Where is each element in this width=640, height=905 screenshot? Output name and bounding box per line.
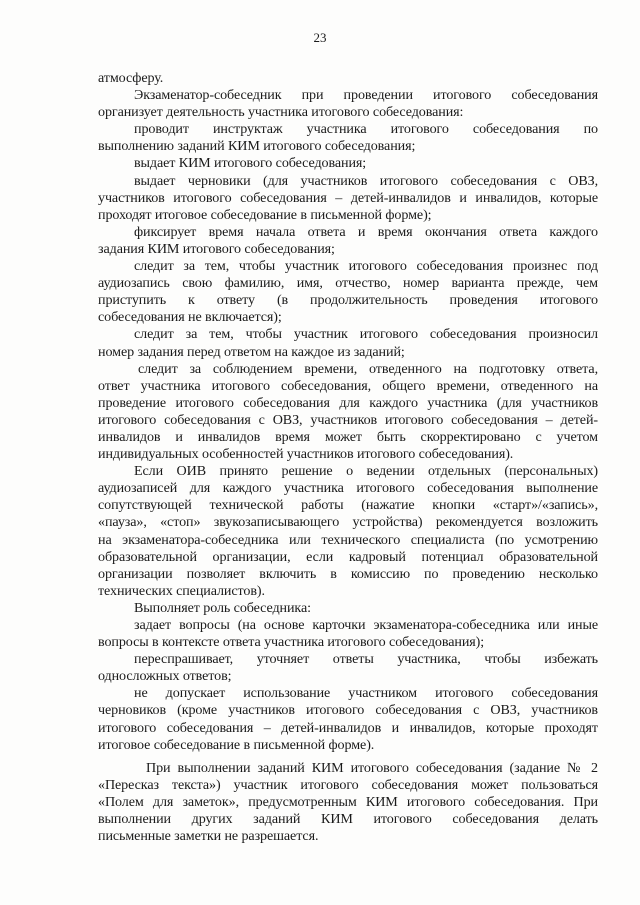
text-line: не допускает использование участником итогового собеседования	[134, 685, 598, 702]
paragraph	[98, 463, 598, 600]
text-line: технических специалистов).	[98, 582, 265, 599]
text-line: выполнении других заданий КИМ итогового собеседования делать	[98, 811, 598, 828]
text-line: выполнению заданий КИМ итогового собеседования;	[98, 138, 416, 155]
paragraph	[98, 121, 598, 155]
text-line: проводит инструктаж участника итогового собеседования по	[134, 121, 598, 138]
text-line: организации позволяет включить в комиссию по проведению несколько	[98, 565, 598, 582]
text-line: номер задания перед ответом на каждое из заданий;	[98, 343, 405, 360]
paragraph	[98, 600, 598, 617]
paragraph	[98, 326, 598, 360]
text-line: Выполняет роль собеседника:	[134, 599, 311, 616]
text-line: следит за тем, чтобы участник итогового собеседования произносил	[134, 326, 598, 343]
text-line: черновиков (кроме участников итогового собеседования с ОВЗ, участников	[98, 702, 598, 719]
text-line: переспрашивает, уточняет ответы участника, чтобы избежать	[134, 651, 598, 668]
paragraph	[98, 70, 598, 87]
paragraph	[98, 87, 598, 121]
text-line: Если ОИВ принято решение о ведении отдельных (персональных)	[134, 463, 598, 480]
text-line: фиксирует время начала ответа и время окончания ответа каждого	[134, 223, 598, 240]
paragraph	[98, 651, 598, 685]
paragraph	[98, 173, 598, 224]
page-number: 23	[313, 30, 327, 45]
text-line: следит за соблюдением времени, отведенного на подготовку ответа,	[138, 360, 598, 377]
text-line: выдает черновики (для участников итогового собеседования с ОВЗ,	[134, 172, 598, 189]
text-line: итоговое собеседование в письменной форме).	[98, 736, 375, 753]
paragraph	[98, 155, 598, 172]
text-line: участников итогового собеседования – детей-инвалидов и инвалидов, которые	[98, 189, 598, 206]
text-line: Экзаменатор-собеседник при проведении итогового собеседования	[134, 87, 598, 104]
text-line: проходят итоговое собеседование в письменной форме);	[98, 206, 432, 223]
text-line: задает вопросы (на основе карточки экзаменатора-собеседника или иные	[134, 617, 598, 633]
text-line: организует деятельность участника итогового собеседования:	[98, 104, 464, 121]
text-line: сопутствующей технической работы (нажатие кнопки «старт»/«запись»,	[98, 497, 598, 514]
paragraph	[98, 760, 598, 845]
text-line: письменные заметки не разрешается.	[98, 828, 319, 845]
text-line: «Пересказ текста») участник итогового собеседования может пользоваться	[98, 776, 598, 793]
text-line: инвалидов и инвалидов время может быть скорректировано с учетом	[98, 428, 598, 445]
text-line: вопросы в контексте ответа участника итогового собеседования);	[98, 634, 485, 651]
paragraph	[98, 258, 598, 326]
text-line: задания КИМ итогового собеседования;	[98, 240, 335, 257]
text-line: образовательной организации, если кадровый потенциал образовательной	[98, 548, 598, 565]
paragraph	[98, 617, 598, 651]
text-line: собеседования не включается);	[98, 309, 282, 326]
text-line: выдает КИМ итогового собеседования;	[134, 155, 367, 172]
text-line: следит за тем, чтобы участник итогового собеседования произнес под	[134, 258, 598, 275]
text-line: «Полем для заметок», предусмотренным КИМ итогового собеседования. При	[98, 793, 598, 810]
paragraph	[98, 224, 598, 258]
text-line: «пауза», «стоп» звукозаписывающего устройства) рекомендуется возложить	[98, 514, 598, 531]
text-line: При выполнении заданий КИМ итогового собеседования (задание № 2	[146, 759, 598, 776]
text-line: итогового собеседования – детей-инвалидов и инвалидов, которые проходят	[98, 719, 598, 736]
text-line: на экзаменатора-собеседника или технического специалиста (по усмотрению	[98, 531, 598, 548]
paragraph	[98, 685, 598, 753]
text-line: аудиозапись свою фамилию, имя, отчество, номер варианта прежде, чем	[98, 275, 598, 292]
text-line: проведение итогового собеседования для каждого участника (для участников	[98, 394, 598, 411]
text-line: итогового собеседования с ОВЗ, участников итогового собеседования – детей-	[98, 411, 598, 428]
text-line: атмосферу.	[98, 70, 164, 86]
text-line: приступить к ответу (в продолжительность проведения итогового	[98, 292, 598, 309]
text-line: односложных ответов;	[98, 668, 232, 685]
paragraph	[98, 361, 598, 464]
text-line: аудиозаписей для каждого участника итогового собеседования выполнение	[98, 480, 598, 497]
document-body	[98, 70, 598, 845]
text-line: ответ участника итогового собеседования, общего времени, отведенного на	[98, 377, 598, 394]
text-line: индивидуальных особенностей участников итогового собеседования).	[98, 446, 514, 463]
